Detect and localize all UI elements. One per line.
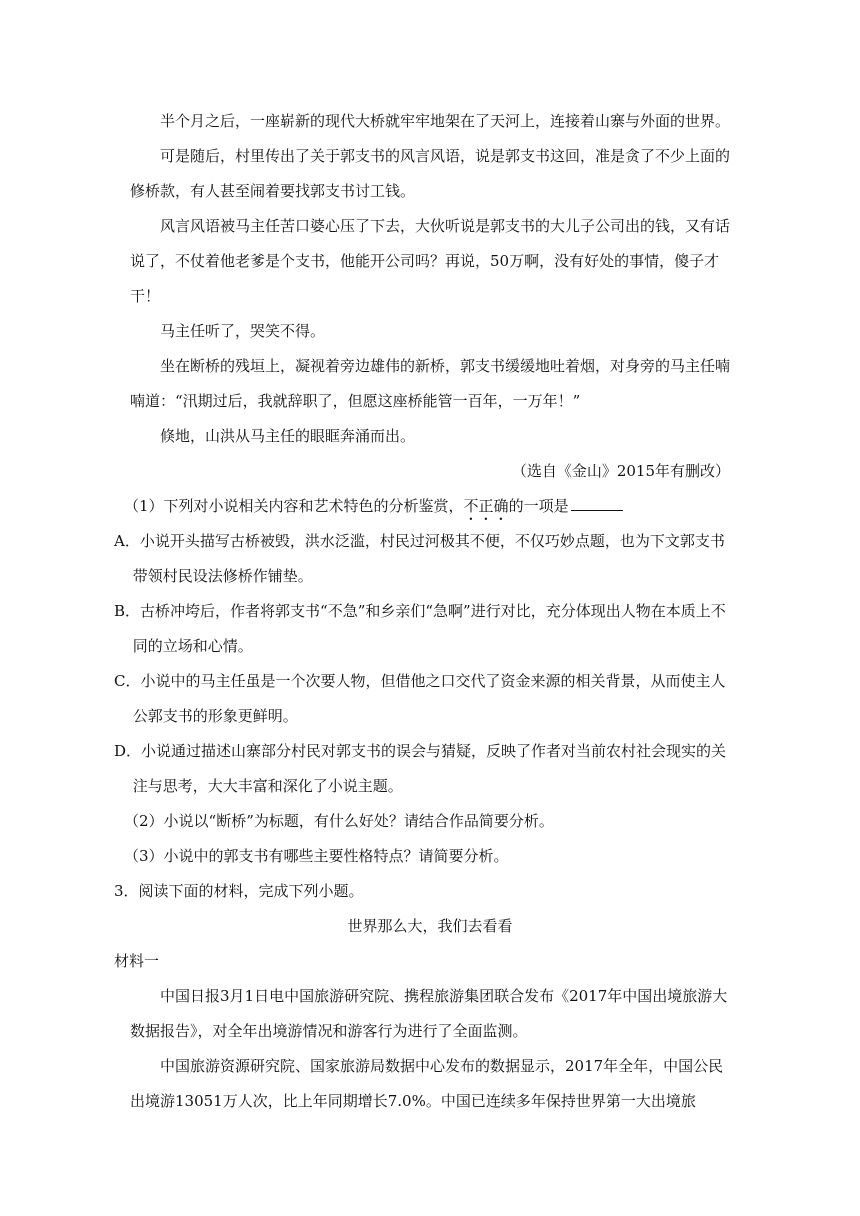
story-paragraph-4: 马主任听了，哭笑不得。: [160, 322, 326, 340]
article-title: 世界那么大，我们去看看: [347, 917, 513, 935]
material-1-paragraph-1: 中国日报3月1日电中国旅游研究院、携程旅游集团联合发布《2017年中国出境旅游大数据报告》，对全年出境游情况和游客行为进行了全面监测。: [130, 987, 728, 1040]
option-d: D．小说通过描述山寨部分村民对郭支书的误会与猜疑，反映了作者对当前农村社会现实的关注与思考，大大丰富和深化了小说主题。: [114, 742, 727, 795]
story-paragraph-3: 风言风语被马主任苦口婆心压了下去，大伙听说是郭支书的大儿子公司出的钱，又有话说了，不仗着他老爹是个支书，他能开公司吗？再说，50万啊，没有好处的事情，傻子才干！: [130, 217, 731, 305]
option-c: C．小说中的马主任虽是一个次要人物，但借他之口交代了资金来源的相关背景，从而使主人公郭支书的形象更鲜明。: [114, 672, 726, 725]
story-paragraph-5: 坐在断桥的残垣上，凝视着旁边雄伟的新桥，郭支书缓缓地吐着烟，对身旁的马主任喃喃道：“汛期过后，我就辞职了，但愿这座桥能管一百年，一万年！”: [130, 357, 731, 410]
source-note: （选自《金山》2015年有删改）: [511, 462, 730, 480]
question-1-prefix: （1）下列对小说相关内容和艺术特色的分析鉴赏，: [124, 497, 464, 515]
option-a: A．小说开头描写古桥被毁，洪水泛滥，村民过河极其不便，不仅巧妙点题，也为下文郭支书带领村民设法修桥作铺垫。: [114, 532, 725, 585]
material-1-label: 材料一: [114, 952, 160, 970]
document-body: [114, 104, 731, 1119]
story-paragraph-6: 倏地，山洪从马主任的眼眶奔涌而出。: [160, 427, 416, 445]
section-3-title: 3．阅读下面的材料，完成下列小题。: [114, 882, 364, 900]
question-1-emphasis: 不正确: [463, 497, 509, 515]
story-paragraph-2: 可是随后，村里传出了关于郭支书的风言风语，说是郭支书这回，准是贪了不少上面的修桥款，有人甚至闹着要找郭支书讨工钱。: [130, 147, 731, 200]
question-3: （3）小说中的郭支书有哪些主要性格特点？请简要分析。: [124, 847, 509, 865]
question-2: （2）小说以“断桥”为标题，有什么好处？请结合作品简要分析。: [124, 812, 554, 830]
question-1-suffix: 的一项是: [508, 497, 569, 515]
question-1: [124, 489, 730, 524]
option-b: B．古桥冲垮后，作者将郭支书“不急”和乡亲们“急啊”进行对比，充分体现出人物在本质上不同的立场和心情。: [114, 602, 726, 655]
answer-blank: [571, 492, 623, 511]
story-paragraph-1: 半个月之后，一座崭新的现代大桥就牢牢地架在了天河上，连接着山寨与外面的世界。: [160, 112, 731, 130]
material-1-paragraph-2: 中国旅游资源研究院、国家旅游局数据中心发布的数据显示，2017年全年，中国公民出境游13051万人次，比上年同期增长7.0%。中国已连续多年保持世界第一大出境旅: [130, 1057, 724, 1110]
